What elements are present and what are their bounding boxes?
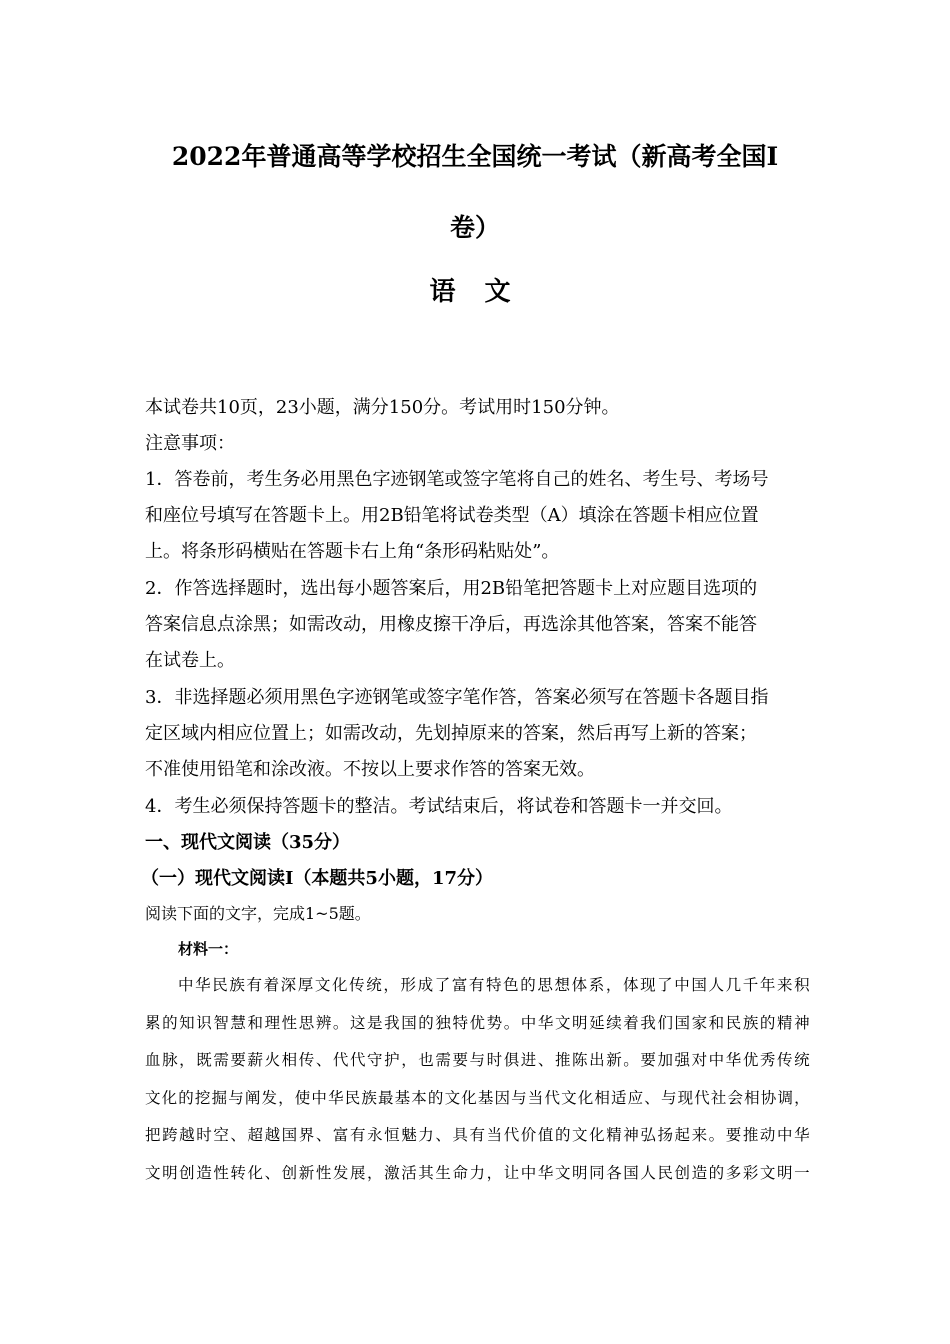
instruction-line: 在试卷上。 — [145, 650, 235, 671]
section-heading: 一、现代文阅读（35分） — [145, 832, 351, 853]
passage-line: 把跨越时空、超越国界、富有永恒魅力、具有当代价值的文化精神弘扬起来。要推动中华 — [145, 1126, 810, 1144]
subject-title: 语 文 — [429, 277, 521, 307]
instruction-line: 答案信息点涂黑；如需改动，用橡皮擦干净后，再选涂其他答案，答案不能答 — [145, 614, 757, 635]
instruction-line: 定区域内相应位置上；如需改动，先划掉原来的答案，然后再写上新的答案； — [145, 723, 757, 744]
notice-heading: 注意事项： — [145, 433, 235, 454]
instruction-line: 1．答卷前，考生务必用黑色字迹钢笔或签字笔将自己的姓名、考生号、考场号 — [145, 469, 769, 490]
reading-direction: 阅读下面的文字，完成1~5题。 — [145, 904, 371, 923]
passage-line: 文化的挖掘与阐发，使中华民族最基本的文化基因与当代文化相适应、与现代社会相协调， — [145, 1089, 810, 1107]
passage-line: 血脉，既需要薪火相传、代代守护，也需要与时俱进、推陈出新。要加强对中华优秀传统 — [145, 1051, 810, 1069]
passage-line: 累的知识智慧和理性思辨。这是我国的独特优势。中华文明延续着我们国家和民族的精神 — [145, 1014, 810, 1032]
exam-title-line2: 卷） — [449, 213, 500, 242]
instruction-line: 不准使用铅笔和涂改液。不按以上要求作答的答案无效。 — [145, 759, 595, 780]
passage-line: 文明创造性转化、创新性发展，激活其生命力，让中华文明同各国人民创造的多彩文明一 — [145, 1164, 810, 1182]
exam-title-line1: 2022年普通高等学校招生全国统一考试（新高考全国Ⅰ — [171, 142, 779, 171]
instruction-line: 上。将条形码横贴在答题卡右上角“条形码粘贴处”。 — [145, 541, 560, 562]
passage-line: 中华民族有着深厚文化传统，形成了富有特色的思想体系，体现了中国人几千年来积 — [178, 976, 810, 994]
material-label: 材料一： — [178, 940, 239, 958]
section-subheading: （一）现代文阅读Ⅰ（本题共5小题，17分） — [141, 868, 493, 889]
instruction-line: 和座位号填写在答题卡上。用2B铅笔将试卷类型（A）填涂在答题卡相应位置 — [145, 505, 759, 526]
exam-summary: 本试卷共10页，23小题，满分150分。考试用时150分钟。 — [145, 397, 620, 418]
instruction-line: 2．作答选择题时，选出每小题答案后，用2B铅笔把答题卡上对应题目选项的 — [145, 578, 758, 599]
instruction-line: 3．非选择题必须用黑色字迹钢笔或签字笔作答，答案必须写在答题卡各题目指 — [145, 687, 769, 708]
instruction-line: 4．考生必须保持答题卡的整洁。考试结束后，将试卷和答题卡一并交回。 — [145, 796, 733, 817]
